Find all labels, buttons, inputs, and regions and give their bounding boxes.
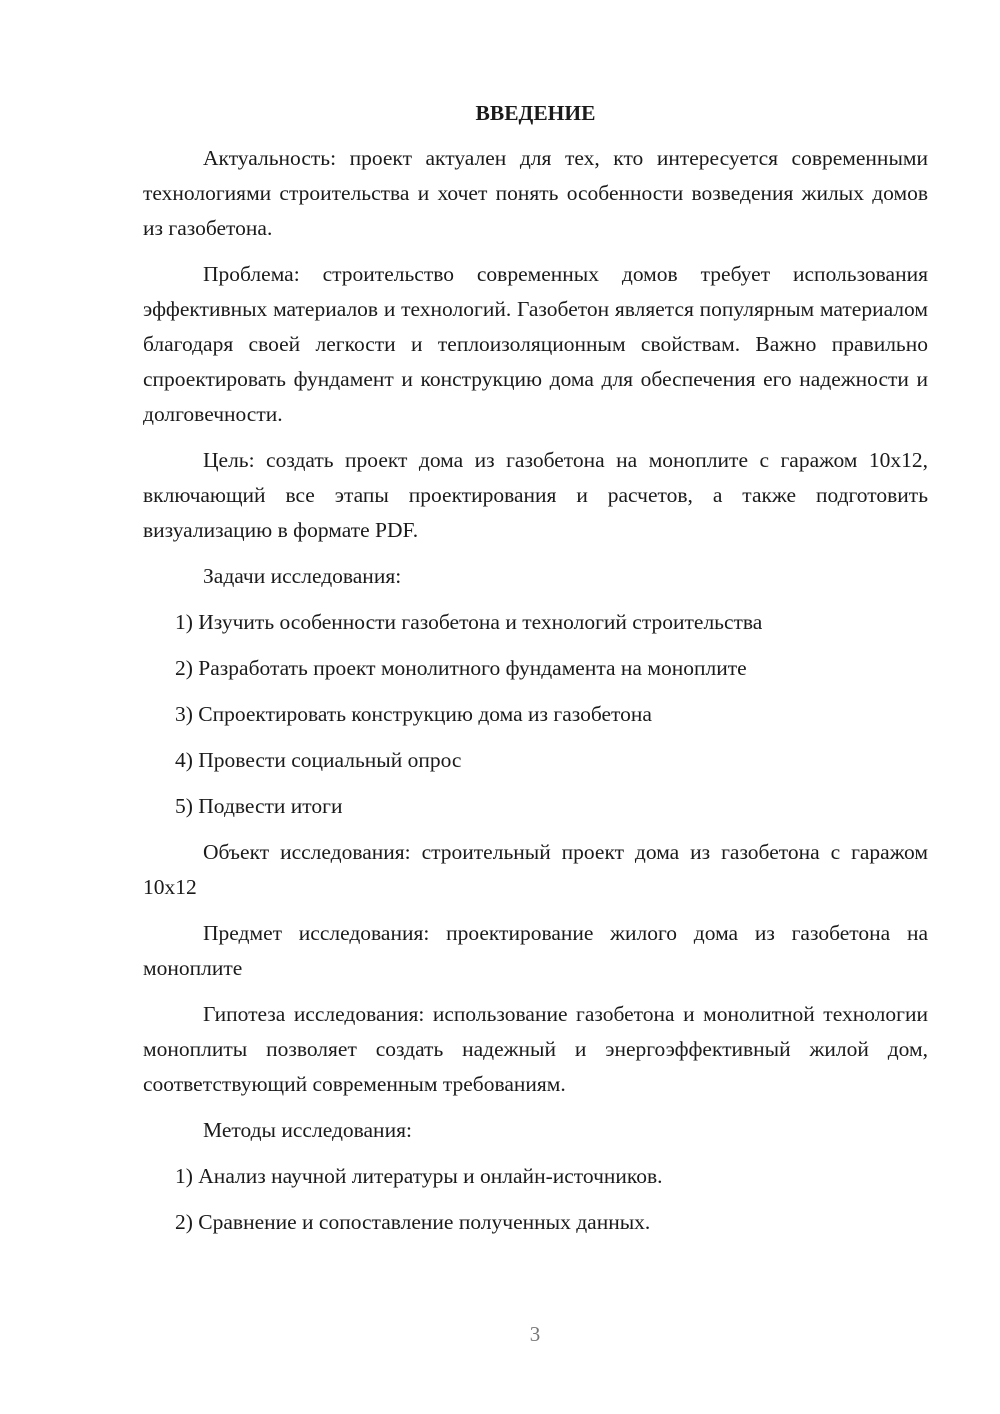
relevance-paragraph: Актуальность: проект актуален для тех, кто интересуется современными технологиями строительства и хочет понять особенности возведения жилых домов из газобетона. — [143, 146, 928, 240]
task-item: 5) Подвести итоги — [175, 794, 343, 818]
page-content — [143, 96, 928, 1251]
goal-paragraph: Цель: создать проект дома из газобетона на моноплите с гаражом 10х12, включающий все этапы проектирования и расчетов, а также подготовить визуализацию в формате PDF. — [143, 448, 928, 542]
problem-paragraph: Проблема: строительство современных домов требует использования эффективных материалов и технологий. Газобетон является популярным материалом благодаря своей легкости и теплоизоляционным свойствам. Важно правильно спроектировать фундамент и конструкцию дома для обеспечения его надежности и долговечности. — [143, 262, 928, 426]
section-title: ВВЕДЕНИЕ — [475, 101, 596, 125]
tasks-heading: Задачи исследования: — [203, 564, 402, 588]
subject-paragraph: Предмет исследования: проектирование жилого дома из газобетона на моноплите — [143, 921, 928, 980]
task-item: 4) Провести социальный опрос — [175, 748, 462, 772]
method-item: 1) Анализ научной литературы и онлайн-источников. — [175, 1164, 663, 1188]
hypothesis-paragraph: Гипотеза исследования: использование газобетона и монолитной технологии моноплиты позволяет создать надежный и энергоэффективный жилой дом, соответствующий современным требованиям. — [143, 1002, 928, 1096]
task-item: 3) Спроектировать конструкцию дома из газобетона — [175, 702, 652, 726]
task-item: 1) Изучить особенности газобетона и технологий строительства — [175, 610, 763, 634]
tasks-list — [143, 605, 928, 824]
methods-heading: Методы исследования: — [203, 1118, 412, 1142]
method-item: 2) Сравнение и сопоставление полученных данных. — [175, 1210, 651, 1234]
methods-list — [143, 1159, 928, 1240]
page-number: 3 — [529, 1322, 541, 1346]
task-item: 2) Разработать проект монолитного фундамента на моноплите — [175, 656, 747, 680]
object-paragraph: Объект исследования: строительный проект дома из газобетона с гаражом 10х12 — [143, 840, 928, 899]
